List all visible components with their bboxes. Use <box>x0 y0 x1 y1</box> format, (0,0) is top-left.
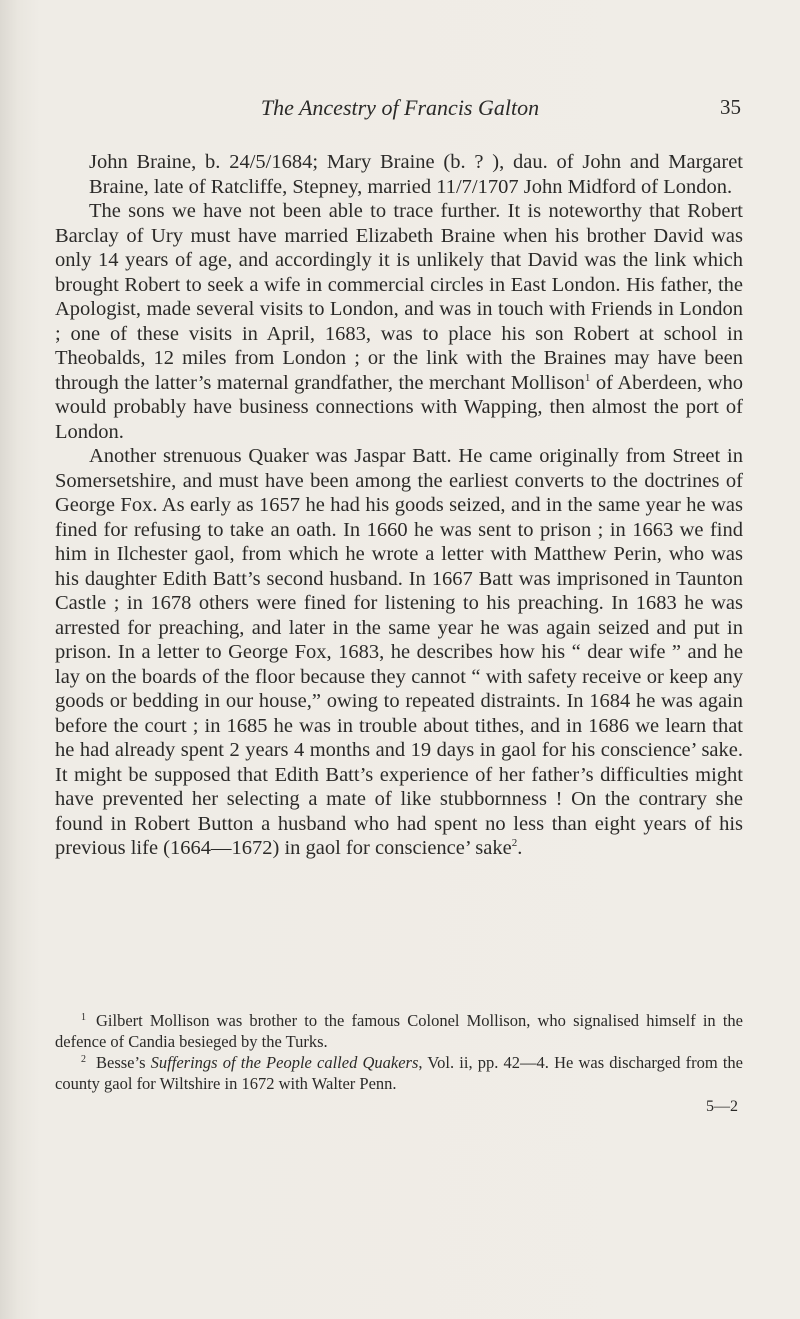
footnote-2-rest: , Vol. ii, pp. 42—4. He was discharged from the county gaol for Wiltshire in 1672 with Walter Penn. <box>55 1053 744 1093</box>
footnote-marker-1: 1 <box>81 1012 86 1023</box>
footnote-1-text: Gilbert Mollison was brother to the famous Colonel Mollison, who signalised himself in the defence of Candia besieged by the Turks. <box>55 1011 743 1051</box>
paragraph-3-end: . <box>517 837 523 859</box>
paragraph-3 <box>55 444 743 861</box>
footnotes <box>55 1010 743 1094</box>
page-number: 35 <box>720 95 741 119</box>
main-text <box>55 150 743 861</box>
paragraph-2 <box>55 199 743 444</box>
footnote-ref-2: 2 <box>511 837 518 849</box>
paragraph-2-text: The sons we have not been able to trace further. It is noteworthy that Robert Barclay of Ury must have married Elizabeth Braine when his brother David was only 14 years of age, and accordingly it is unlikely that David was the link which brought Robert to seek a wife in commercial circles in East London. His father, the Apologist, made several visits to London, and was in touch with Friends in London ; one of these visits in April, 1683, was to place his son Robert at school in Theobalds, 12 miles from London ; or the link with the Braines may have been through the latter’s maternal grandfather, the merchant Mollison <box>55 200 743 394</box>
footnote-ref-1: 1 <box>584 371 591 384</box>
running-header <box>0 95 800 125</box>
signature-mark: 5—2 <box>706 1098 738 1115</box>
paragraph-2-text-cont: of Aberdeen, who would probably have business connections with Wapping, then almost the port of London. <box>55 371 743 443</box>
footnote-1 <box>55 1010 743 1052</box>
footnote-2-author: Besse’s <box>96 1053 151 1072</box>
footnote-marker-2: 2 <box>81 1054 86 1065</box>
paragraph-3-text: Another strenuous Quaker was Jaspar Batt. He came originally from Street in Somersetshire, and must have been among the earliest converts to the doctrines of George Fox. As early as 1657 he had his goods seized, and in the same year he was fined for refusing to take an oath. In 1660 he was sent to prison ; in 1663 we find him in Ilchester gaol, from which he wrote a letter with Matthew Perin, who was his daughter Edith Batt’s second husband. In 1667 Batt was imprisoned in Taunton Castle ; in 1678 others were fined for listening to his preaching. In 1683 he was arrested for preaching, and later in the same year he was again seized and put in prison. In a letter to George Fox, 1683, he describes how his “ dear wife ” and he lay on the boards of the floor because they cannot “ with safety receive or keep any goods or bedding in our house,” owing to repeated distraints. In 1684 he was again before the court ; in 1685 he was in trouble about tithes, and in 1686 we learn that he had already spent 2 years 4 months and 19 days in gaol for his conscience’ sake. It might be supposed that Edith Batt’s experience of her father’s difficulties might have prevented her selecting a mate of like stubbornness ! On the contrary she found in Robert Button a husband who had spent no less than eight years of his previous life (1664—1672) in gaol for conscience’ sake <box>55 445 743 859</box>
running-title: The Ancestry of Francis Galton <box>260 95 540 120</box>
paragraph-1: John Braine, b. 24/5/1684; Mary Braine (b. ? ), dau. of John and Margaret Braine, late of Ratcliffe, Stepney, married 11/7/1707 John Midford of London. <box>89 151 743 198</box>
footnote-2-title: Sufferings of the People called Quakers <box>150 1053 419 1072</box>
footnote-2 <box>55 1052 743 1094</box>
